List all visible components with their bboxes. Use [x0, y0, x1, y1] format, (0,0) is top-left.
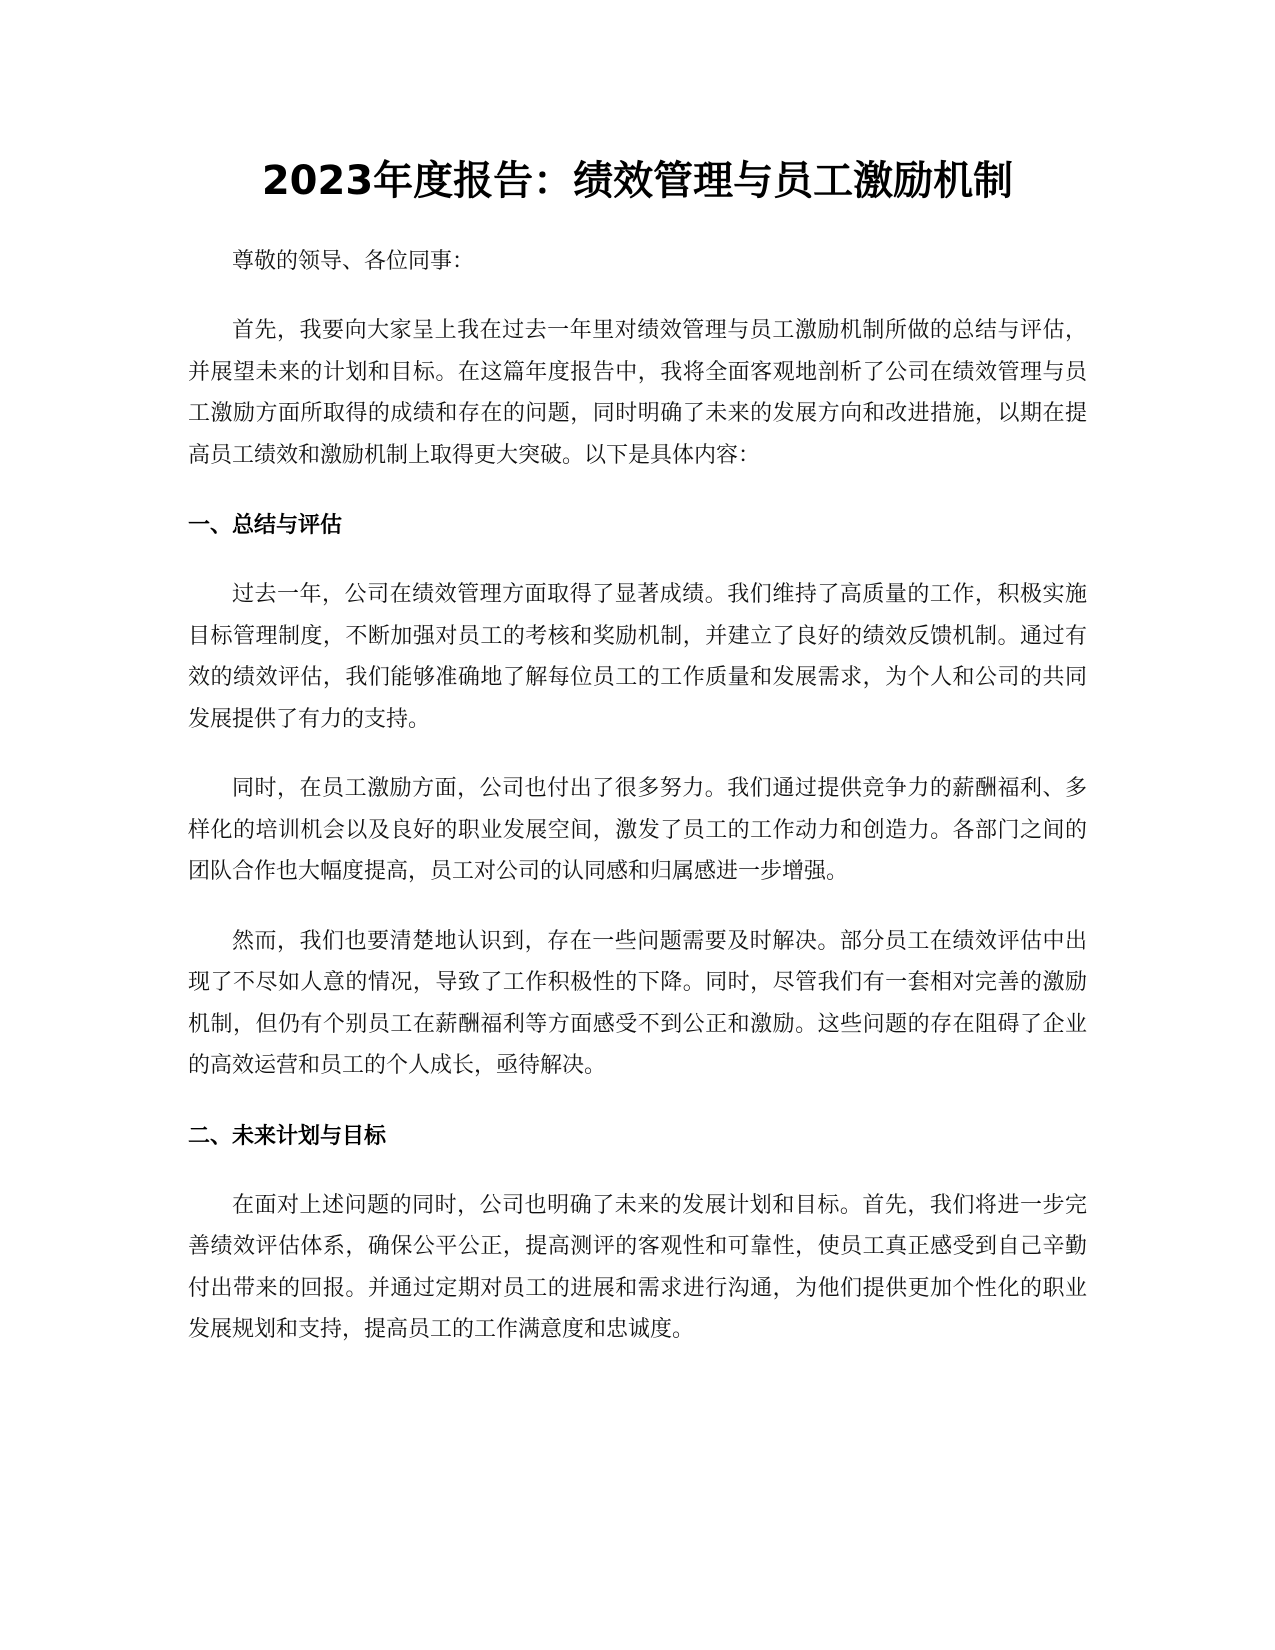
section-heading-summary: 一、总结与评估 [188, 513, 343, 538]
body-paragraph: 然而，我们也要清楚地认识到，存在一些问题需要及时解决。部分员工在绩效评估中出现了不尽如人意的情况，导致了工作积极性的下降。同时，尽管我们有一套相对完善的激励机制，但仍有个别员工在薪酬福利等方面感受不到公正和激励。这些问题的存在阻碍了企业的高效运营和员工的个人成长，亟待解决。 [188, 928, 1087, 1078]
intro-paragraph: 首先，我要向大家呈上我在过去一年里对绩效管理与员工激励机制所做的总结与评估，并展望未来的计划和目标。在这篇年度报告中，我将全面客观地剖析了公司在绩效管理与员工激励方面所取得的成绩和存在的问题，同时明确了未来的发展方向和改进措施，以期在提高员工绩效和激励机制上取得更大突破。以下是具体内容： [188, 318, 1087, 468]
body-paragraph: 在面对上述问题的同时，公司也明确了未来的发展计划和目标。首先，我们将进一步完善绩效评估体系，确保公平公正，提高测评的客观性和可靠性，使员工真正感受到自己辛勤付出带来的回报。并通过定期对员工的进展和需求进行沟通，为他们提供更加个性化的职业发展规划和支持，提高员工的工作满意度和忠诚度。 [188, 1192, 1087, 1342]
body-paragraph: 过去一年，公司在绩效管理方面取得了显著成绩。我们维持了高质量的工作，积极实施目标管理制度，不断加强对员工的考核和奖励机制，并建立了良好的绩效反馈机制。通过有效的绩效评估，我们能够准确地了解每位员工的工作质量和发展需求，为个人和公司的共同发展提供了有力的支持。 [188, 582, 1087, 732]
salutation: 尊敬的领导、各位同事： [232, 249, 475, 274]
section-heading-future-plan: 二、未来计划与目标 [188, 1123, 387, 1149]
page-title: 2023年度报告：绩效管理与员工激励机制 [261, 158, 1014, 204]
body-paragraph: 同时，在员工激励方面，公司也付出了很多努力。我们通过提供竞争力的薪酬福利、多样化的培训机会以及良好的职业发展空间，激发了员工的工作动力和创造力。各部门之间的团队合作也大幅度提高，员工对公司的认同感和归属感进一步增强。 [188, 776, 1087, 884]
